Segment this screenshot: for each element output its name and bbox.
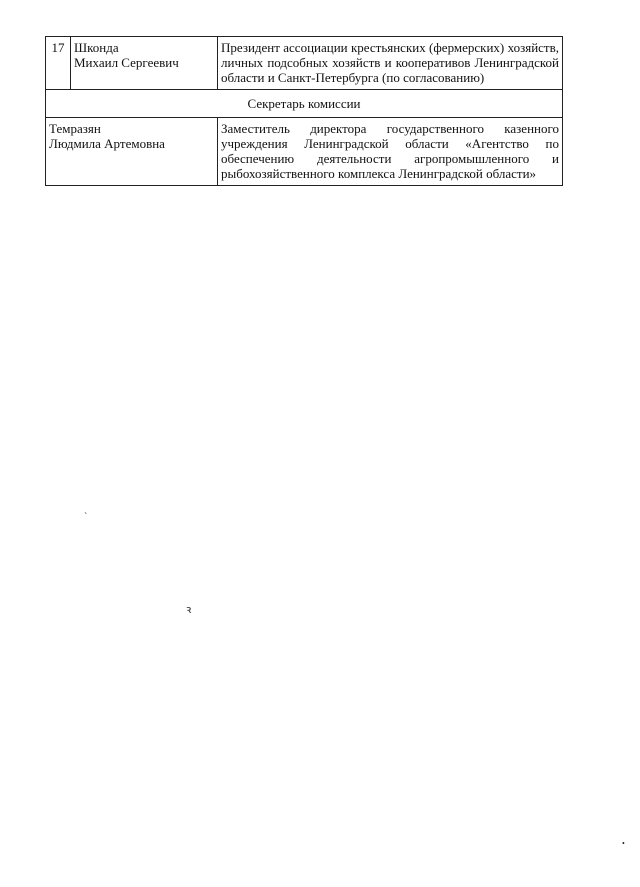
member-given-names: Михаил Сергеевич xyxy=(74,55,179,70)
table-row xyxy=(46,118,563,186)
section-header-row xyxy=(46,90,563,118)
stray-mark: ꝛ xyxy=(186,604,192,616)
commission-table xyxy=(45,36,563,186)
section-title: Секретарь комиссии xyxy=(46,90,563,118)
secretary-position: Заместитель директора государственного казенного учреждения Ленинградской области «Агентство по обеспечению деятельности агропромышленного и рыбохозяйственного комплекса Ленинградской области» xyxy=(218,118,563,186)
row-number: 17 xyxy=(46,37,71,90)
stray-mark: ` xyxy=(84,512,88,523)
table-row xyxy=(46,37,563,90)
member-position: Президент ассоциации крестьянских (фермерских) хозяйств, личных подсобных хозяйств и кооперативов Ленинградской области и Санкт-Петербурга (по согласованию) xyxy=(218,37,563,90)
secretary-surname: Темразян xyxy=(49,121,101,136)
member-surname: Шконда xyxy=(74,40,119,55)
secretary-name xyxy=(46,118,218,186)
secretary-given-names: Людмила Артемовна xyxy=(49,136,165,151)
stray-mark: • xyxy=(622,839,625,848)
member-name xyxy=(71,37,218,90)
